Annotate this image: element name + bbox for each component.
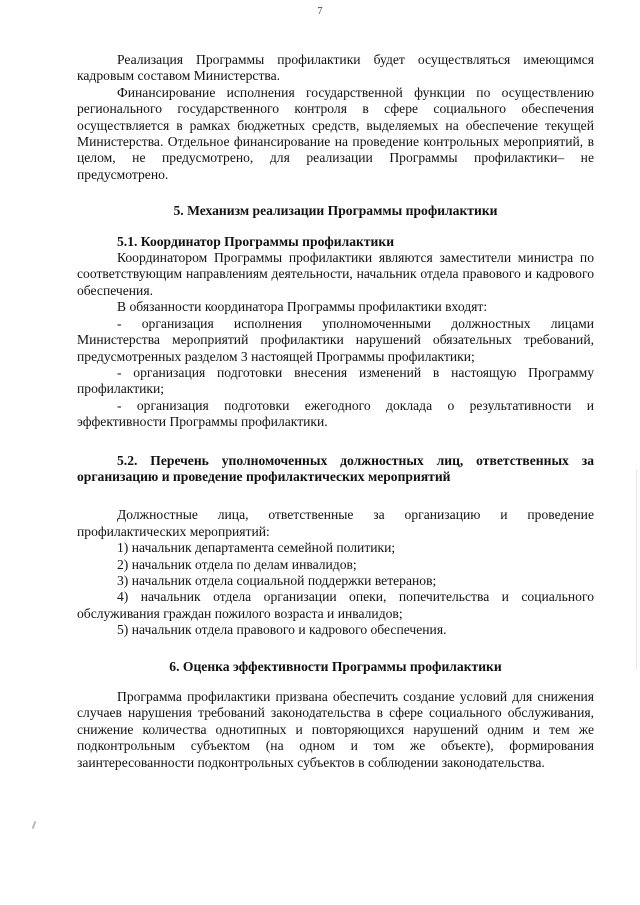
paragraph-financing: Финансирование исполнения государственной функции по осуществлению регионального государственного контроля в сфере социального обеспечения осуществляется в рамках бюджетных средств, выделяемых на обеспечение текущей Министерства. Отдельное финансирование на проведение контрольных мероприятий, в целом, не предусмотрено, для реализации Программы профилактики– не предусмотрено. [77, 84, 594, 182]
list-item: 3) начальник отдела социальной поддержки ветеранов; [117, 572, 437, 588]
paragraph-duties-intro: В обязанности координатора Программы профилактики входят: [117, 299, 488, 315]
document-body [77, 52, 594, 771]
section-5-heading: 5. Механизм реализации Программы профилактики [173, 203, 498, 219]
scan-mark [32, 821, 37, 829]
subsection-5-2-heading: 5.2. Перечень уполномоченных должностных лиц, ответственных за организацию и проведение профилактических мероприятий [77, 452, 594, 484]
paragraph-staffing: Реализация Программы профилактики будет осуществляться имеющимся кадровым составом Министерства. [77, 52, 594, 84]
scan-edge-line [636, 470, 637, 670]
list-item: - организация исполнения уполномоченными должностных лицами Министерства мероприятий профилактики нарушений обязательных требований, предусмотренных разделом 3 настоящей Программы профилактики; [77, 315, 594, 364]
list-item: 2) начальник отдела по делам инвалидов; [117, 556, 357, 572]
section-6-heading: 6. Оценка эффективности Программы профилактики [169, 658, 502, 674]
page-number: 7 [317, 6, 323, 17]
subsection-5-1-heading: 5.1. Координатор Программы профилактики [117, 233, 395, 249]
list-item: 5) начальник отдела правового и кадрового обеспечения. [117, 622, 447, 638]
list-item: - организация подготовки внесения изменений в настоящую Программу профилактики; [77, 364, 594, 397]
paragraph-officials-intro: Должностные лица, ответственные за организацию и проведение профилактических мероприятий: [77, 507, 594, 539]
list-item: 4) начальник отдела организации опеки, попечительства и социального обслуживания граждан пожилого возраста и инвалидов; [77, 589, 594, 621]
paragraph-coordinator: Координатором Программы профилактики являются заместители министра по соответствующим направлениям деятельности, начальник отдела правового и кадрового обеспечения. [77, 250, 594, 298]
list-item: 1) начальник департамента семейной политики; [117, 540, 396, 556]
list-item: - организация подготовки ежегодного доклада о результативности и эффективности Программы профилактики. [77, 397, 594, 430]
paragraph-effectiveness: Программа профилактики призвана обеспечить создание условий для снижения случаев нарушения требований законодательства в сфере социального обслуживания, снижение количества однотипных и повторяющихся нарушений одним и тем же подконтрольным субъектом (на одном и том же объекте), формирования заинтересованности подконтрольных субъектов в соблюдении законодательства. [77, 689, 594, 770]
